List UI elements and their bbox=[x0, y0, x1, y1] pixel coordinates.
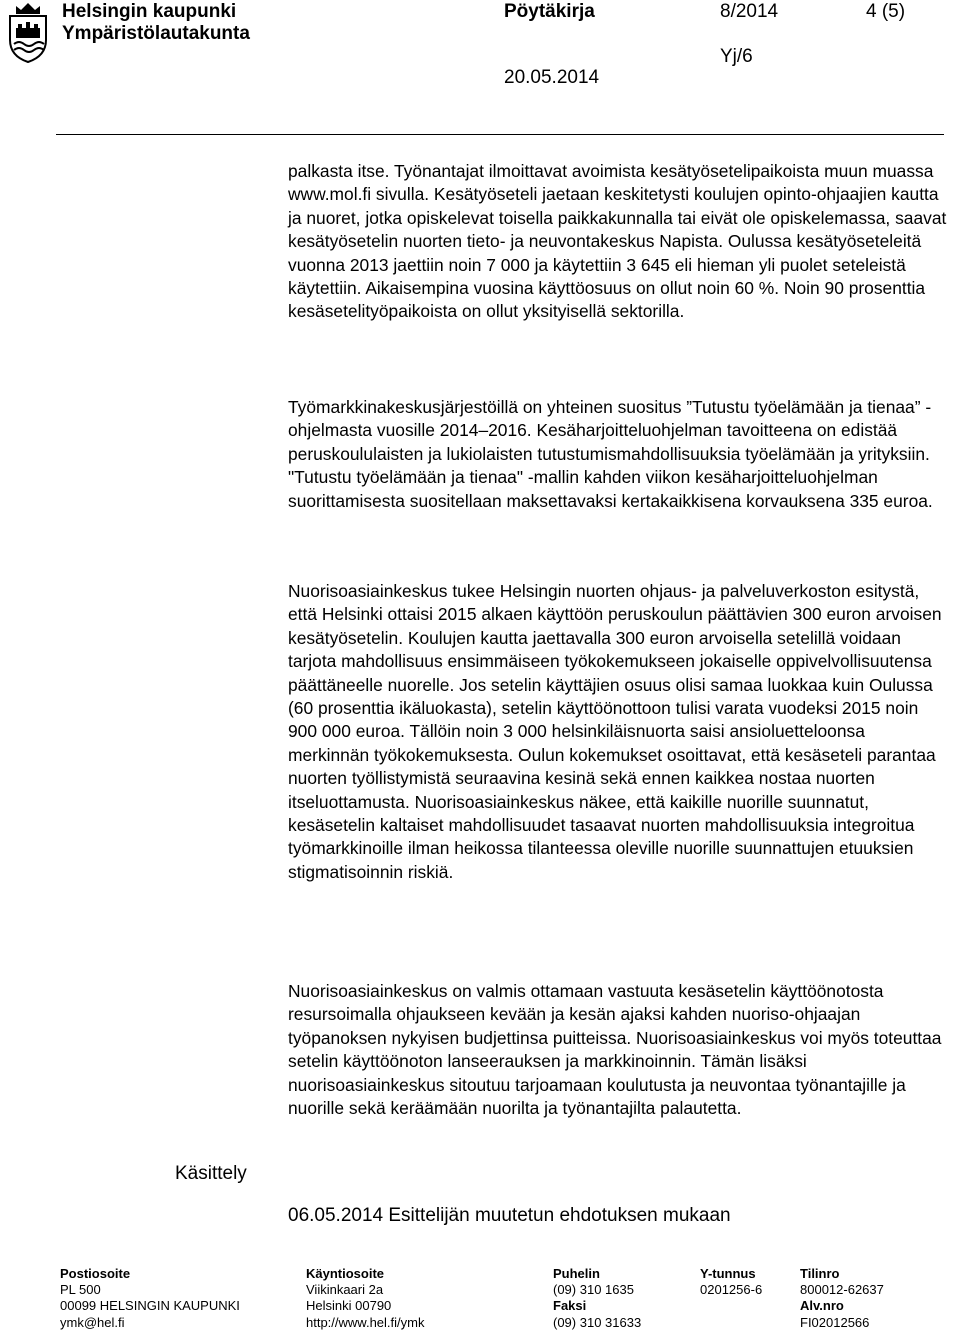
footer-visiting-line: Viikinkaari 2a bbox=[306, 1282, 384, 1298]
helsinki-crest-icon bbox=[6, 2, 50, 64]
body-paragraph-4-text: Nuorisoasiainkeskus on valmis ottamaan vastuuta kesäsetelin käyttöönotosta resursoimalla ohjaukseen kevään ja kesän ajaksi kahden nuoriso-ohjaajan työpanoksen nykyisen budjettinsa puitteissa. Nuorisoasiainkeskus voi myös toteuttaa setelin käyttöönoton lanseerauksen ja markkinoinnin. Tämän lisäksi nuorisoasiainkeskus sitoutuu tarjoamaan koulutusta ja neuvontaa työnantajille ja nuorille sekä keräämään nuorilta ja työnantajilta palautetta. bbox=[288, 981, 942, 1119]
footer-fax-heading: Faksi bbox=[553, 1298, 587, 1314]
footer-business-id-value: 0201256-6 bbox=[700, 1282, 763, 1298]
footer-visiting bbox=[306, 1266, 424, 1331]
body-paragraph-1 bbox=[288, 160, 948, 324]
handling-decision: 06.05.2014 Esittelijän muutetun ehdotuksen mukaan bbox=[288, 1205, 731, 1226]
footer-fax-value: (09) 310 31633 bbox=[553, 1314, 642, 1330]
doc-type: Pöytäkirja bbox=[504, 1, 595, 22]
footer-postal bbox=[60, 1266, 240, 1331]
footer-website-link[interactable]: http://www.hel.fi/ymk bbox=[306, 1314, 425, 1330]
footer-postal-line: PL 500 bbox=[60, 1282, 101, 1298]
footer-account bbox=[800, 1266, 884, 1331]
org-name: Helsingin kaupunki bbox=[62, 1, 237, 22]
handling-label: Käsittely bbox=[175, 1163, 247, 1184]
committee-name: Ympäristölautakunta bbox=[62, 23, 250, 44]
footer-account-heading: Tilinro bbox=[800, 1266, 840, 1281]
footer-email-link[interactable]: ymk@hel.fi bbox=[60, 1314, 125, 1330]
body-paragraph-3 bbox=[288, 580, 948, 884]
body-paragraph-3-text: Nuorisoasiainkeskus tukee Helsingin nuorten ohjaus- ja palveluverkoston esitystä, että Helsinki ottaisi 2015 alkaen käyttöön peruskoulun päättävien 300 euron arvoisen kesätyösetelin. Koulujen kautta jaettavalla 300 euron arvoisella setelillä voidaan tarjota mahdollisuus ensimmäiseen työkokemukseen jokaiselle oppivelvollisuutensa päättäneelle nuorelle. Jos setelin käyttäjien osuus olisi samaa luokkaa kuin Oulussa (60 prosenttia ikäluokasta), setelin käyttöönottoon tulisi varata vuodeksi 2015 noin 900 000 euroa. Tällöin noin 3 000 helsinkiläisnuorta saisi ansioluetteloonsa merkinnän työkokemuksesta. Oulun kokemukset osoittavat, että kesäseteli parantaa nuorten työllistymistä seuraavina kesinä sekä ennen kaikkea nostaa nuorten itseluottamusta. Nuorisoasiainkeskus näkee, että kaikille nuorille suunnatut, kesäsetelin kaltaiset mahdollisuudet tasaavat nuorten mahdollisuuksia integroitua työmarkkinoille ilman heikossa tilanteessa oleville nuorille suunnattujen etuuksien stigmatisoinnin riskiä. bbox=[288, 581, 942, 882]
meeting-date: 20.05.2014 bbox=[504, 67, 600, 88]
body-paragraph-2-text: Työmarkkinakeskusjärjestöillä on yhteinen suositus ”Tutustu työelämään ja tienaa” -ohjelmasta vuosille 2014–2016. Kesäharjoitteluohjelman tavoitteena on edistää peruskoululaisten ja lukiolaisten tutustumismahdollisuuksia työelämään ja yrityksiin. "Tutustu työelämään ja tienaa" -mallin kahden viikon kesäharjoitteluohjelman suorittamisesta suositellaan maksettavaksi kertakaikkisena korvauksena 335 euroa. bbox=[288, 397, 933, 511]
body-paragraph-1-text: palkasta itse. Työnantajat ilmoittavat avoimista kesätyösetelipaikoista muun muassa www.mol.fi sivulla. Kesätyöseteli jaetaan keskitetysti koulujen opinto-ohjaajien kautta ja nuoret, jotka opiskelevat toisella paikkakunnalla tai eivät ole opiskelemassa, saavat kesätyösetelin nuorten tieto- ja neuvontakeskus Napista. Oulussa kesätyöseteleitä vuonna 2013 jaettiin noin 7 000 ja käytettiin 3 645 eli hieman yli puolet seteleistä käytettiin. Aikaisempina vuosina käyttöosuus on ollut noin 60 %. Noin 90 prosenttia kesäsetelityöpaikoista on ollut yksityisellä sektorilla. bbox=[288, 161, 947, 322]
footer-account-value: 800012-62637 bbox=[800, 1282, 884, 1298]
footer-visiting-line: Helsinki 00790 bbox=[306, 1298, 392, 1314]
footer-phone bbox=[553, 1266, 641, 1331]
page-number: 4 (5) bbox=[866, 1, 906, 22]
body-paragraph-4 bbox=[288, 980, 948, 1120]
doc-number: 8/2014 bbox=[720, 1, 779, 22]
footer-postal-line: 00099 HELSINGIN KAUPUNKI bbox=[60, 1298, 240, 1314]
section-code: Yj/6 bbox=[720, 46, 753, 67]
footer-visiting-heading: Käyntiosoite bbox=[306, 1266, 385, 1281]
footer-phone-heading: Puhelin bbox=[553, 1266, 600, 1281]
footer-business-id-heading: Y-tunnus bbox=[700, 1266, 756, 1281]
footer-vat-heading: Alv.nro bbox=[800, 1298, 844, 1314]
header-divider bbox=[56, 134, 944, 135]
footer-postal-heading: Postiosoite bbox=[60, 1266, 131, 1281]
footer-vat-value: FI02012566 bbox=[800, 1314, 870, 1330]
footer-phone-value: (09) 310 1635 bbox=[553, 1282, 634, 1298]
footer-business-id bbox=[700, 1266, 762, 1298]
body-paragraph-2 bbox=[288, 396, 948, 513]
